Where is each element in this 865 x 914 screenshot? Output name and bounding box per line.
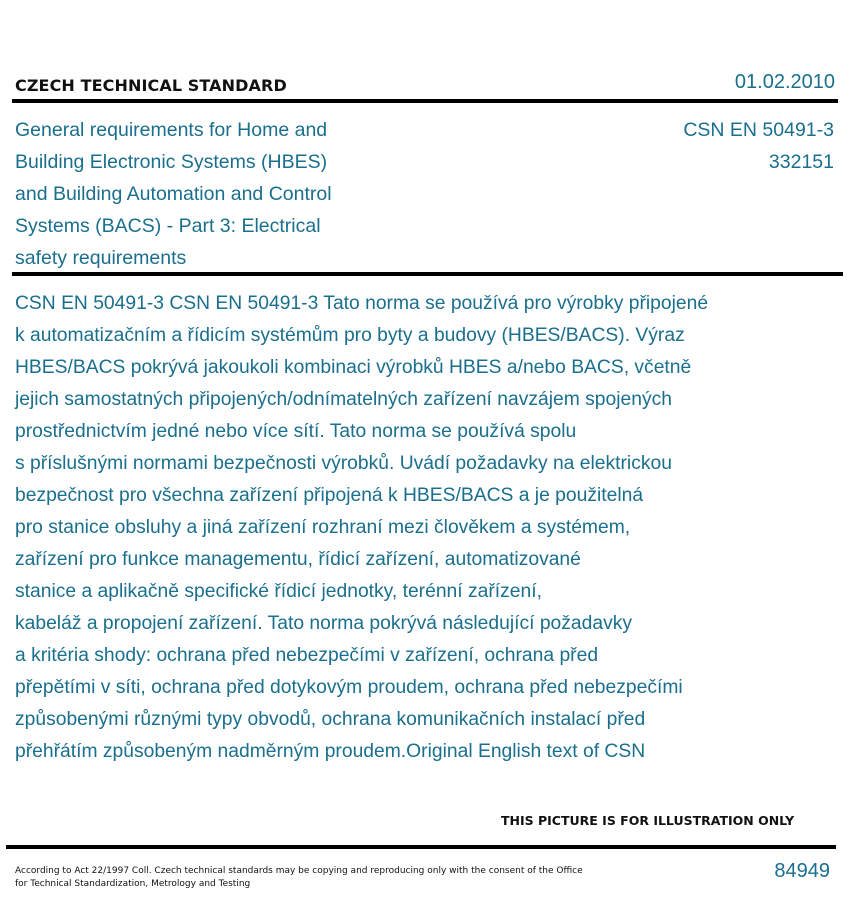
abstract-line: bezpečnost pro všechna zařízení připojená k HBES/BACS a je použitelná (15, 485, 644, 506)
legal-notice (15, 865, 615, 890)
standard-title (15, 114, 375, 274)
abstract-line: způsobenými různými typy obvodů, ochrana komunikačních instalací před (15, 709, 646, 730)
title-divider (12, 272, 843, 276)
legal-notice-line: According to Act 22/1997 Coll. Czech technical standards may be copying and reproducing only with the consent of the Office (15, 866, 583, 876)
title-line: Building Electronic Systems (HBES) (15, 151, 328, 173)
title-line: General requirements for Home and (15, 119, 328, 141)
header-divider (12, 99, 838, 103)
standard-codes (683, 114, 834, 178)
abstract-line: jejich samostatných připojených/odnímatelných zařízení navzájem spojených (15, 389, 672, 410)
abstract-line: HBES/BACS pokrývá jakoukoli kombinaci výrobků HBES a/nebo BACS, včetně (15, 357, 692, 378)
illustration-disclaimer: THIS PICTURE IS FOR ILLUSTRATION ONLY (501, 813, 795, 828)
abstract-line: zařízení pro funkce managementu, řídicí zařízení, automatizované (15, 549, 581, 570)
legal-notice-line: for Technical Standardization, Metrology and Testing (15, 878, 251, 889)
title-line: safety requirements (15, 247, 187, 269)
abstract-line: stanice a aplikačně specifické řídicí jednotky, terénní zařízení, (15, 581, 542, 602)
title-line: and Building Automation and Control (15, 183, 332, 205)
publication-date: 01.02.2010 (734, 71, 835, 93)
abstract-line: s příslušnými normami bezpečnosti výrobků. Uvádí požadavky na elektrickou (15, 453, 672, 474)
header-label: CZECH TECHNICAL STANDARD (15, 76, 287, 95)
abstract-line: kabeláž a propojení zařízení. Tato norma pokrývá následující požadavky (15, 613, 632, 634)
abstract-line: pro stanice obsluhy a jiná zařízení rozhraní mezi člověkem a systémem, (15, 517, 631, 538)
abstract-line: k automatizačním a řídicím systémům pro byty a budovy (HBES/BACS). Výraz (15, 325, 685, 346)
standard-number: CSN EN 50491-3 (683, 119, 834, 141)
abstract-line: CSN EN 50491-3 CSN EN 50491-3 Tato norma se používá pro výrobky připojené (15, 293, 709, 314)
abstract-text (15, 288, 835, 768)
title-line: Systems (BACS) - Part 3: Electrical (15, 215, 321, 237)
abstract-line: a kritéria shody: ochrana před nebezpečími v zařízení, ochrana před (15, 645, 599, 666)
footer-divider (6, 845, 836, 849)
classification-code: 332151 (768, 151, 834, 173)
abstract-line: prostřednictvím jedné nebo více sítí. Tato norma se používá spolu (15, 421, 577, 442)
abstract-line: přepětími v síti, ochrana před dotykovým proudem, ochrana před nebezpečími (15, 677, 683, 698)
abstract-line: přehřátím způsobeným nadměrným proudem.Original English text of CSN (15, 741, 646, 762)
document-number: 84949 (774, 860, 830, 882)
